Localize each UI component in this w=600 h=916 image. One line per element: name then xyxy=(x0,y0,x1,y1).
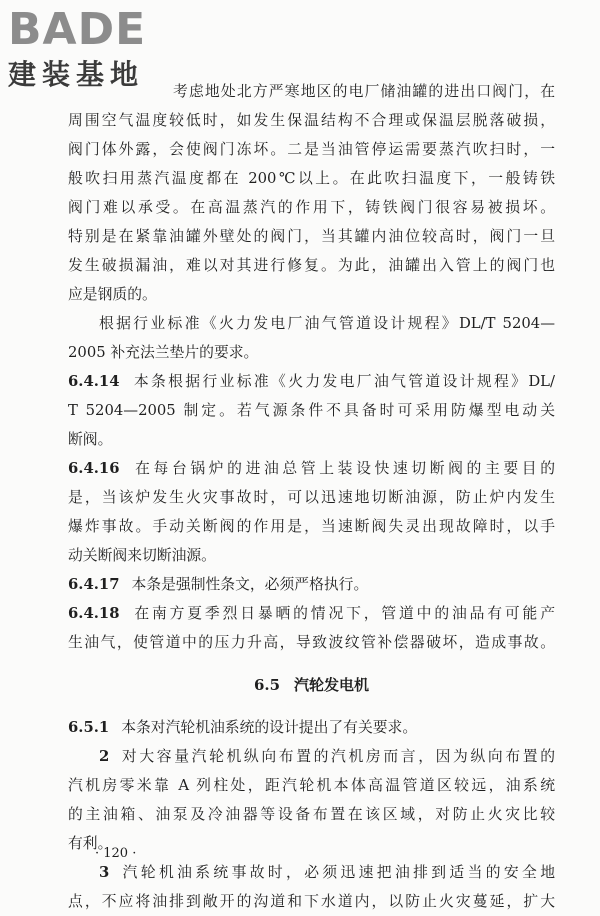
text-line: 汽机房零米靠 A 列柱处，距汽轮机本体高温管道区较远，油系统 xyxy=(68,777,555,794)
text-line: 点，不应将油排到敞开的沟道和下水道内，以防止火灾蔓延，扩大 xyxy=(68,893,555,910)
text-line: 发生破损漏油，难以对其进行修复。为此，油罐出入管上的阀门也 xyxy=(68,257,555,274)
text-line: 考虑地处北方严寒地区的电厂储油罐的进出口阀门，在 xyxy=(173,83,555,100)
watermark-latin: BADE xyxy=(8,4,147,55)
text-line: 阀门难以承受。在高温蒸汽的作用下，铸铁阀门很容易被损坏。 xyxy=(68,199,555,216)
clause-number: 6.4.14 xyxy=(68,373,120,390)
item-2 xyxy=(68,742,555,771)
clause-text: 在南方夏季烈日暴晒的情况下，管道中的油品有可能产 xyxy=(131,605,555,622)
text-line: 有利。 xyxy=(68,835,113,852)
clause-text: 本条对汽轮机油系统的设计提出了有关要求。 xyxy=(121,719,418,736)
text-line: 爆炸事故。手动关断阀的作用是，当速断阀失灵出现故障时，以手 xyxy=(68,518,555,535)
clause-6-5-1 xyxy=(68,713,555,742)
text-line: 2005 补充法兰垫片的要求。 xyxy=(68,344,259,361)
page-number: · 120 · xyxy=(95,846,137,861)
text-line: 动关断阀来切断油源。 xyxy=(68,547,216,564)
text-line: 应是钢质的。 xyxy=(68,286,157,303)
item-number: 3 xyxy=(99,864,110,881)
clause-text: 本条根据行业标准《火力发电厂油气管道设计规程》DL/ xyxy=(131,373,555,390)
clause-number: 6.4.18 xyxy=(68,605,120,622)
item-text: 汽轮机油系统事故时，必须迅速把油排到适当的安全地 xyxy=(119,864,555,881)
text-line: 的主油箱、油泵及冷油器等设备布置在该区域，对防止火灾比较 xyxy=(68,806,555,823)
text-line: 是，当该炉发生火灾事故时，可以迅速地切断油源，防止炉内发生 xyxy=(68,489,555,506)
clause-number: 6.5.1 xyxy=(68,719,110,736)
text-line: 般吹扫用蒸汽温度都在 200℃以上。在此吹扫温度下，一般铸铁 xyxy=(68,170,555,187)
clause-6-4-17 xyxy=(68,570,555,599)
section-heading xyxy=(68,671,555,700)
watermark-chinese: 建装基地 xyxy=(8,58,145,91)
clause-6-4-14 xyxy=(68,367,555,396)
clause-6-4-18 xyxy=(68,599,555,628)
text-line: 阀门体外露，会使阀门冻坏。二是当油管停运需要蒸汽吹扫时，一 xyxy=(68,141,555,158)
text-line: 根据行业标准《火力发电厂油气管道设计规程》DL/T 5204— xyxy=(99,315,555,332)
text-line: 生油气，使管道中的压力升高，导致波纹管补偿器破坏，造成事故。 xyxy=(68,634,555,651)
section-title: 汽轮发电机 xyxy=(294,676,370,694)
clause-text: 本条是强制性条文，必须严格执行。 xyxy=(131,576,369,593)
clause-text: 在每台锅炉的进油总管上装设快速切断阀的主要目的 xyxy=(131,460,555,477)
text-line: 特别是在紧靠油罐外壁处的阀门，当其罐内油位较高时，阀门一旦 xyxy=(68,228,555,245)
section-number: 6.5 xyxy=(253,676,281,694)
text-line: 周围空气温度较低时，如发生保温结构不合理或保温层脱落破损， xyxy=(68,112,555,129)
clause-6-4-16 xyxy=(68,454,555,483)
clause-number: 6.4.16 xyxy=(68,460,120,477)
item-3 xyxy=(68,858,555,887)
page-body xyxy=(68,77,555,916)
clause-number: 6.4.17 xyxy=(68,576,120,593)
text-line: T 5204—2005 制定。若气源条件不具备时可采用防爆型电动关 xyxy=(68,402,555,419)
item-text: 对大容量汽轮机纵向布置的汽机房而言，因为纵向布置的 xyxy=(119,748,555,765)
text-line: 断阀。 xyxy=(68,431,113,448)
item-number: 2 xyxy=(99,748,110,765)
